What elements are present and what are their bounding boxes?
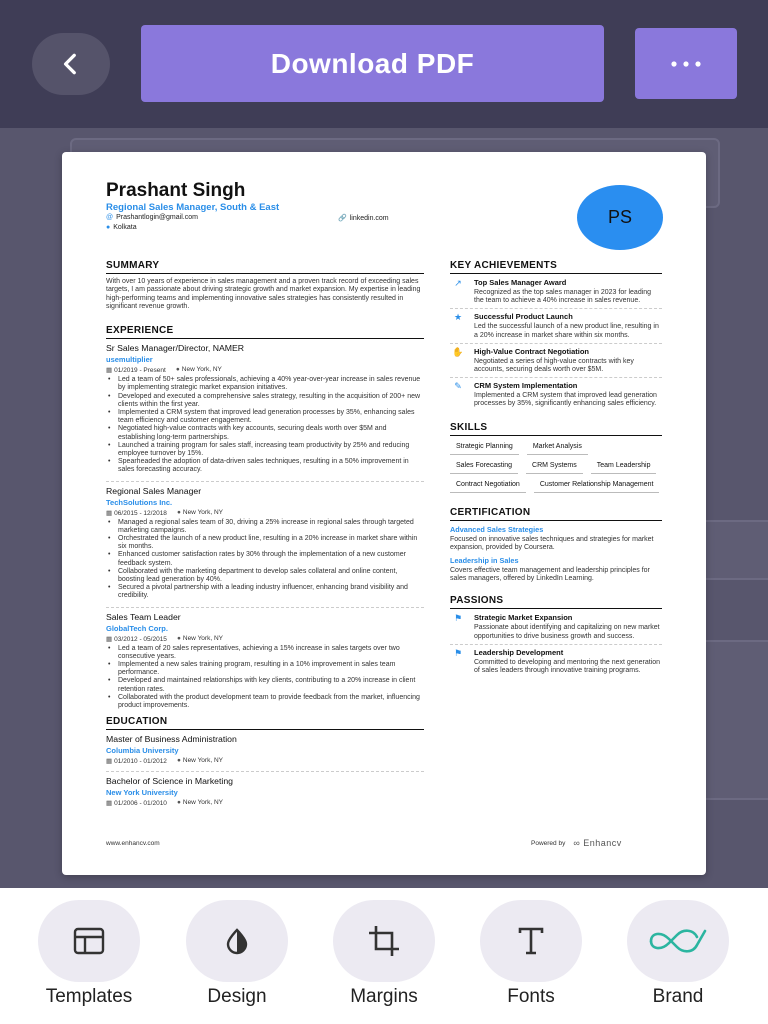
calendar-icon: ▦ — [106, 800, 113, 808]
design-label: Design — [207, 986, 267, 1007]
skill-tag: Team Leadership — [591, 459, 657, 474]
more-options-button[interactable] — [635, 28, 737, 99]
job-company: usemultiplier — [106, 355, 153, 365]
achievement-title: Top Sales Manager Award — [474, 278, 567, 287]
footer-site: www.enhancv.com — [106, 840, 160, 847]
handshake-icon: ✋ — [452, 346, 464, 357]
education-list — [106, 734, 424, 807]
passion-desc: Committed to developing and mentoring the next generation of sales leaders through innovative training programs. — [474, 658, 661, 675]
education-meta — [106, 757, 424, 765]
job-bullet: • Enhanced customer satisfaction rates by 30% through the implementation of a new customer feedback system. — [106, 551, 424, 567]
job-bullet: • Managed a regional sales team of 30, driving a 25% increase in regional sales through targeted marketing campaigns. — [106, 519, 424, 535]
bg-card — [700, 640, 768, 800]
education-dates-text: 01/2006 - 01/2010 — [114, 800, 167, 808]
experience-item — [106, 607, 424, 711]
education-location-text: New York, NY — [182, 799, 223, 807]
job-meta — [106, 366, 424, 374]
back-button[interactable] — [32, 33, 110, 95]
templates-button-circle[interactable] — [38, 900, 140, 982]
job-bullet: • Implemented a CRM system that improved lead generation processes by 35%, enhancing sales team efficiency and customer engagement. — [106, 409, 424, 425]
location-text: Kolkata — [113, 224, 137, 231]
job-title: Sales Team Leader — [106, 611, 181, 622]
certification-name: Leadership in Sales — [450, 556, 519, 566]
skill-tag: Contract Negotiation — [450, 478, 526, 493]
certification-heading: CERTIFICATION — [450, 507, 662, 521]
job-company: GlobalTech Corp. — [106, 623, 168, 633]
skills-list — [450, 440, 662, 493]
job-bullet: • Implemented a new sales training program, resulting in a 10% improvement in sales team performance. — [106, 661, 424, 677]
achievements-heading: KEY ACHIEVEMENTS — [450, 260, 662, 274]
achievement-item — [450, 312, 662, 343]
experience-heading: EXPERIENCE — [106, 325, 424, 339]
skill-tag: Market Analysis — [527, 440, 588, 455]
job-bullet: • Led a team of 50+ sales professionals, achieving a 40% year-over-year increase in sales revenue by implementing strategic market expansion initiatives. — [106, 376, 424, 392]
job-dates-text: 06/2015 - 12/2018 — [114, 509, 167, 517]
email-text: Prashantlogin@gmail.com — [116, 214, 198, 221]
skill-tag: Strategic Planning — [450, 440, 519, 455]
fonts-button-circle[interactable] — [480, 900, 582, 982]
job-bullet: • Developed and executed a comprehensive sales strategy, resulting in the acquisition of 200+ new clients within the first year. — [106, 393, 424, 409]
achievement-title: High-Value Contract Negotiation — [474, 346, 590, 356]
skill-tag: Sales Forecasting — [450, 459, 518, 474]
education-dates-text: 01/2010 - 01/2012 — [114, 758, 167, 766]
top-bar — [0, 0, 768, 128]
experience-item — [106, 343, 424, 474]
certification-list — [450, 525, 662, 584]
job-bullet: • Collaborated with the product development team to provide feedback from the market, influencing product improvements. — [106, 694, 424, 710]
at-icon: @ — [106, 214, 114, 221]
achievement-body — [474, 278, 662, 305]
achievement-title: CRM System Implementation — [474, 381, 578, 391]
avatar — [577, 185, 663, 250]
achievement-item — [450, 347, 662, 378]
education-location — [177, 799, 223, 807]
job-bullet: • Orchestrated the launch of a new product line, resulting in a 20% increase in market share within six months. — [106, 535, 424, 551]
education-degree: Bachelor of Science in Marketing — [106, 776, 233, 787]
chevron-left-icon — [58, 51, 84, 77]
download-pdf-button[interactable]: Download PDF — [141, 25, 604, 102]
resume-preview[interactable] — [62, 152, 706, 875]
education-school: Columbia University — [106, 746, 179, 756]
fonts-label: Fonts — [507, 986, 555, 1007]
brand-text: Enhancv — [583, 838, 622, 848]
passion-item — [450, 613, 662, 644]
resume-name: Prashant Singh — [106, 180, 246, 201]
fonts-button[interactable] — [476, 900, 586, 1008]
enhancv-logo: ∞ Enhancv — [573, 838, 622, 848]
job-bullet: • Spearheaded the adoption of data-driven sales techniques, resulting in a 50% improvement in sales forecasting accuracy. — [106, 458, 424, 474]
margins-label: Margins — [350, 986, 418, 1007]
achievement-desc: Recognized as the top sales manager in 2023 for leading the team to achieve a 40% increase in sales revenue. — [474, 289, 652, 305]
star-icon: ★ — [453, 312, 463, 323]
job-location-text: New York, NY — [182, 508, 223, 516]
experience-item — [106, 481, 424, 601]
achievement-body — [474, 347, 662, 374]
brand-button[interactable] — [623, 900, 733, 1008]
experience-list — [106, 343, 424, 710]
education-school: New York University — [106, 788, 178, 798]
achievement-body — [474, 312, 662, 339]
flag-icon: ⚑ — [453, 647, 463, 658]
templates-label: Templates — [45, 986, 133, 1007]
link-icon: 🔗 — [338, 215, 347, 222]
job-bullets — [106, 519, 424, 601]
resume-left-column — [106, 260, 424, 813]
skill-tag: Customer Relationship Management — [534, 478, 660, 493]
education-meta — [106, 799, 424, 807]
passion-desc: Passionate about identifying and capitalizing on new market opportunities to drive business growth and success. — [474, 624, 660, 640]
job-location — [177, 635, 223, 643]
job-bullet: • Led a team of 20 sales representatives, achieving a 15% increase in sales targets over two consecutive years. — [106, 645, 424, 661]
job-location-text: New York, NY — [181, 366, 222, 374]
calendar-icon: ▦ — [106, 635, 113, 643]
achievement-title: Successful Product Launch — [474, 312, 573, 322]
contact-location — [106, 224, 137, 231]
passion-title: Leadership Development — [474, 647, 564, 657]
job-bullet: • Secured a pivotal partnership with a leading industry influencer, enhancing brand visibility and credibility. — [106, 584, 424, 600]
education-location — [177, 757, 223, 765]
passions-heading: PASSIONS — [450, 595, 662, 609]
flag-icon: ⚑ — [453, 613, 463, 624]
location-pin-icon: ● — [175, 366, 180, 374]
skill-tag: CRM Systems — [526, 459, 583, 474]
certification-desc: Covers effective team management and leadership principles for sales managers, offered by LinkedIn Learning. — [450, 567, 650, 583]
job-company: TechSolutions Inc. — [106, 497, 173, 507]
passion-title: Strategic Market Expansion — [474, 613, 573, 623]
calendar-icon: ▦ — [106, 509, 113, 517]
calendar-icon: ▦ — [106, 758, 113, 766]
passion-item — [450, 648, 662, 678]
separator — [106, 607, 424, 608]
summary-text: With over 10 years of experience in sales management and a proven track record of exceeding sales targets, I am passionate about driving strategic growth and market expansion. My expertise in leading high-performing teams and implementing innovative sales strategies has consistently resulted in significant revenue growth. — [106, 278, 421, 310]
achievement-item — [450, 278, 662, 309]
powered-by-text: Powered by — [531, 839, 566, 847]
summary-heading: SUMMARY — [106, 260, 424, 274]
contact-linkedin — [338, 214, 389, 222]
separator — [106, 771, 424, 772]
footer-powered — [531, 838, 622, 848]
crop-icon — [367, 924, 401, 958]
passion-body — [474, 613, 662, 640]
education-degree: Master of Business Administration — [106, 734, 237, 745]
skills-heading: SKILLS — [450, 422, 662, 436]
magic-wand-icon: ✎ — [454, 381, 462, 392]
location-pin-icon: ● — [176, 757, 181, 765]
education-heading: EDUCATION — [106, 716, 424, 730]
job-dates-text: 01/2019 - Present — [114, 367, 166, 375]
job-location — [177, 509, 223, 517]
education-dates — [106, 799, 167, 807]
brand-icon — [647, 927, 709, 955]
achievement-item — [450, 381, 662, 411]
design-icon — [223, 927, 251, 955]
passion-body — [474, 648, 662, 675]
achievement-desc: Implemented a CRM system that improved lead generation processes by 35%, significantly enhancing sales efficiency. — [474, 392, 657, 408]
design-button-circle[interactable] — [186, 900, 288, 982]
achievement-body — [474, 381, 662, 408]
location-pin-icon: ● — [106, 224, 111, 231]
achievements-list — [450, 278, 662, 412]
margins-button-circle[interactable] — [333, 900, 435, 982]
education-location-text: New York, NY — [182, 757, 223, 765]
linkedin-text: linkedin.com — [349, 214, 389, 222]
separator — [106, 481, 424, 482]
certification-desc: Focused on innovative sales techniques and strategies for market expansion, provided by Coursera. — [450, 535, 654, 551]
education-dates — [106, 757, 167, 765]
templates-button[interactable] — [34, 900, 144, 1008]
job-dates-text: 03/2012 - 05/2015 — [114, 635, 167, 643]
job-location — [176, 366, 222, 374]
resume-right-column — [450, 260, 662, 681]
education-item — [106, 771, 424, 807]
brand-button-circle[interactable] — [627, 900, 729, 982]
brand-label: Brand — [652, 986, 704, 1007]
trending-up-icon: ↗ — [454, 278, 462, 288]
job-meta — [106, 635, 424, 643]
job-title: Sr Sales Manager/Director, NAMER — [106, 343, 245, 354]
job-bullet: • Collaborated with the marketing department to develop sales collateral and online content, boosting lead generation by 40%. — [106, 568, 424, 584]
job-dates — [106, 509, 167, 517]
design-button[interactable] — [182, 900, 292, 1008]
avatar-initials: PS — [607, 207, 632, 227]
resume-role: Regional Sales Manager, South & East — [106, 202, 280, 213]
bg-card — [700, 520, 768, 580]
education-item — [106, 734, 424, 765]
passions-list — [450, 613, 662, 678]
job-meta — [106, 509, 424, 517]
job-dates — [106, 366, 166, 374]
job-bullet: • Negotiated high-value contracts with key accounts, securing deals worth over $5M and establishing long-term partnerships. — [106, 425, 424, 441]
achievement-desc: Led the successful launch of a new product line, resulting in a 20% increase in market share within six months. — [474, 323, 659, 339]
job-title: Regional Sales Manager — [106, 485, 202, 496]
calendar-icon: ▦ — [106, 367, 113, 375]
margins-button[interactable] — [329, 900, 439, 1008]
job-dates — [106, 635, 167, 643]
location-pin-icon: ● — [176, 508, 181, 516]
job-bullets — [106, 376, 424, 474]
job-bullet: • Launched a training program for sales staff, increasing team productivity by 25% and reducing employee turnover by 15%. — [106, 442, 424, 458]
templates-icon — [73, 927, 105, 955]
location-pin-icon: ● — [176, 634, 181, 642]
job-bullets — [106, 645, 424, 711]
location-pin-icon: ● — [176, 799, 181, 807]
certification-name: Advanced Sales Strategies — [450, 524, 544, 534]
contact-email — [106, 214, 198, 221]
job-location-text: New York, NY — [182, 634, 223, 642]
bottom-toolbar — [0, 888, 768, 1024]
more-horizontal-icon — [669, 59, 703, 69]
job-bullet: • Developed and maintained relationships with key clients, contributing to a 20% increase in client retention rates. — [106, 677, 424, 693]
achievement-desc: Negotiated a series of high-value contracts with key accounts, securing deals worth over $5M. — [474, 357, 634, 374]
text-icon — [516, 926, 546, 956]
